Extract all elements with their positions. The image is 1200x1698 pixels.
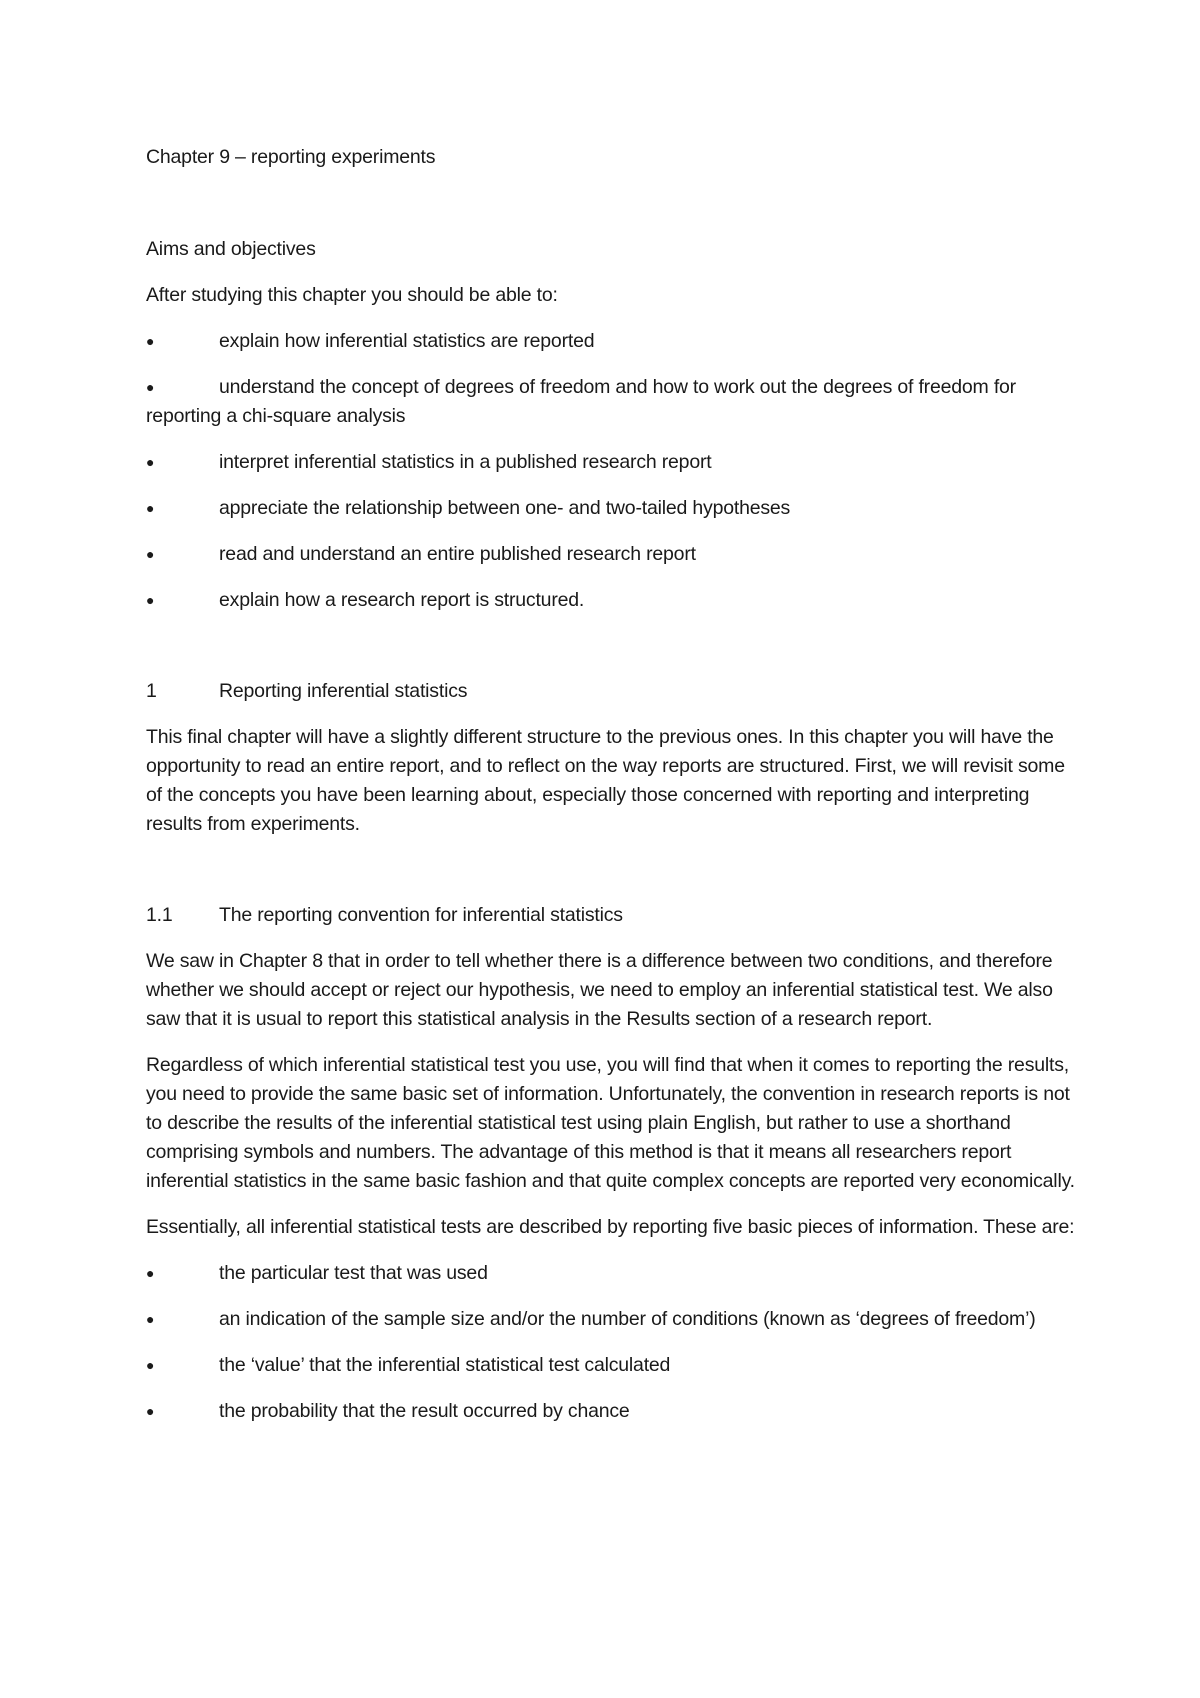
list-item: ● appreciate the relationship between one- and two-tailed hypotheses — [146, 494, 1076, 523]
aims-intro: After studying this chapter you should be able to: — [146, 284, 558, 306]
section-paragraph: This final chapter will have a slightly different structure to the previous ones. In this chapter you will have the opportunity to read an entire report, and to reflect on the way reports are structured. First, we will revisit some of the concepts you have been learning about, especially those concerned with reporting and interpreting results from experiments. — [146, 726, 1065, 835]
body-paragraph: Essentially, all inferential statistical tests are described by reporting five basic pieces of information. These are: — [146, 1216, 1075, 1238]
list-item: ● the probability that the result occurred by chance — [146, 1397, 1076, 1426]
bullet-icon: ● — [146, 1403, 155, 1419]
bullet-icon: ● — [146, 500, 155, 516]
information-list — [146, 1259, 1076, 1426]
list-item: ● understand the concept of degrees of freedom and how to work out the degrees of freedom for reporting a chi-square analysis — [146, 373, 1076, 431]
subsection-heading — [146, 901, 1076, 930]
bullet-icon: ● — [146, 592, 155, 608]
body-paragraph: We saw in Chapter 8 that in order to tell whether there is a difference between two conditions, and therefore whether we should accept or reject our hypothesis, we need to employ an inferential statistical test. We also saw that it is usual to report this statistical analysis in the Results section of a research report. — [146, 950, 1053, 1030]
list-item: ● explain how a research report is structured. — [146, 586, 1076, 615]
bullet-icon: ● — [146, 379, 155, 395]
bullet-icon: ● — [146, 546, 155, 562]
bullet-icon: ● — [146, 1265, 155, 1281]
body-paragraph: Regardless of which inferential statistical test you use, you will find that when it comes to reporting the results, you need to provide the same basic set of information. Unfortunately, the convention in research reports is not to describe the results of the inferential statistical test using plain English, but rather to use a shorthand comprising symbols and numbers. The advantage of this method is that it means all researchers report inferential statistics in the same basic fashion and that quite complex concepts are reported very economically. — [146, 1054, 1075, 1192]
subsection-number: 1.1 — [146, 904, 173, 926]
list-item: ● the ‘value’ that the inferential statistical test calculated — [146, 1351, 1076, 1380]
document-body — [146, 143, 1076, 1443]
bullet-icon: ● — [146, 333, 155, 349]
section-title: Reporting inferential statistics — [219, 680, 468, 702]
aims-heading: Aims and objectives — [146, 238, 316, 260]
bullet-icon: ● — [146, 1311, 155, 1327]
bullet-icon: ● — [146, 454, 155, 470]
list-item: ● an indication of the sample size and/or the number of conditions (known as ‘degrees of freedom’) — [146, 1305, 1076, 1334]
subsection-title: The reporting convention for inferential statistics — [219, 904, 623, 926]
list-item: ● interpret inferential statistics in a published research report — [146, 448, 1076, 477]
objectives-list — [146, 327, 1076, 615]
bullet-icon: ● — [146, 1357, 155, 1373]
chapter-title: Chapter 9 – reporting experiments — [146, 146, 436, 168]
section-heading — [146, 677, 1076, 706]
list-item: ● explain how inferential statistics are reported — [146, 327, 1076, 356]
list-item: ● the particular test that was used — [146, 1259, 1076, 1288]
list-item: ● read and understand an entire published research report — [146, 540, 1076, 569]
section-number: 1 — [146, 680, 157, 702]
